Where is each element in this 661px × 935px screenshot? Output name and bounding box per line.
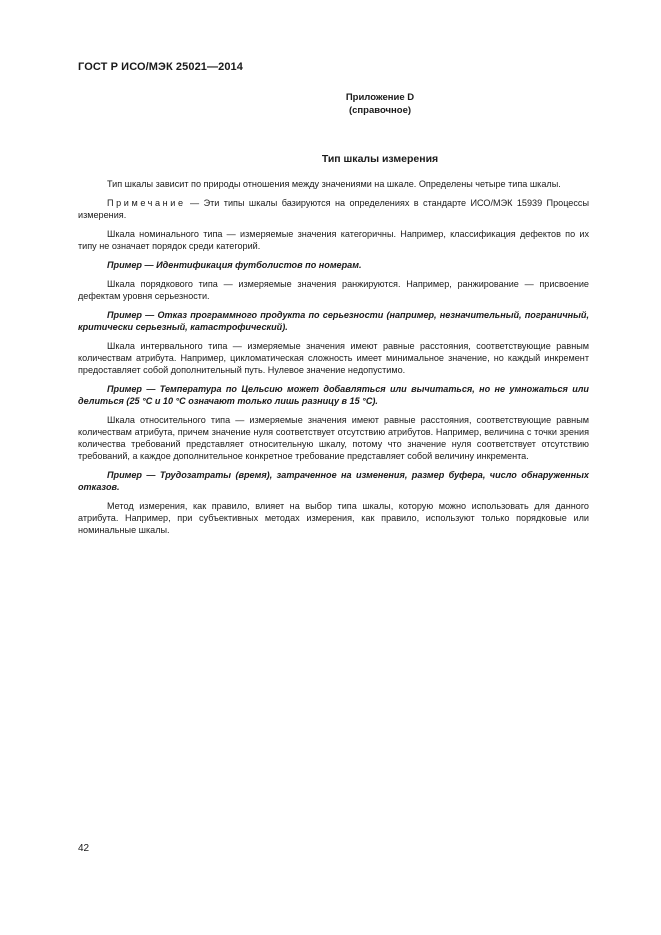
note-label: Примечание <box>107 198 186 208</box>
section-title: Тип шкалы измерения <box>321 153 439 165</box>
paragraph-ordinal-scale: Шкала порядкового типа — измеряемые значения ранжируются. Например, ранжирование — присвоение дефектам уровня серьезности. <box>78 279 589 301</box>
example-ratio: Пример — Трудозатраты (время), затраченное на изменения, размер буфера, число обнаруженных отказов. <box>78 470 589 492</box>
note-paragraph <box>78 197 589 221</box>
page-number: 42 <box>78 843 90 854</box>
document-body <box>78 178 589 543</box>
standard-header: ГОСТ Р ИСО/МЭК 25021—2014 <box>78 61 243 73</box>
annex-kind: (справочное) <box>348 104 412 116</box>
annex-heading <box>200 92 560 117</box>
example-interval: Пример — Температура по Цельсию может добавляться или вычитаться, но не умножаться или делиться (25 °С и 10 °С означают только лишь разницу в 15 °С). <box>78 384 589 406</box>
note-text: — Эти типы шкалы базируются на определениях в стандарте ИСО/МЭК 15939 Процессы измерения. <box>78 198 589 220</box>
paragraph-ratio-scale: Шкала относительного типа — измеряемые значения имеют равные расстояния, соответствующие равным количествам атрибута, причем значение нуля соответствует отсутствию атрибутов. Например, величина с точки зрения количества требований представляет относительную шкалу, потому что значение нуля соответствует отсутствию требований, а каждое дополнительное конкретное требование представляет собой величину инкремента. <box>78 415 589 461</box>
example-ordinal: Пример — Отказ программного продукта по серьезности (например, незначительный, пограничный, критически серьезный, катастрофический). <box>78 310 589 332</box>
annex-title: Приложение D <box>345 92 415 103</box>
paragraph-measurement-method: Метод измерения, как правило, влияет на выбор типа шкалы, которую можно использовать для данного атрибута. Например, при субъективных методах измерения, как правило, используют только порядковые или номинальные шкалы. <box>78 501 589 535</box>
paragraph-interval-scale: Шкала интервального типа — измеряемые значения имеют равные расстояния, соответствующие равным количествам атрибута. Например, цикломатическая сложность имеет минимальное значение, но каждый инкремент предоставляет собой дополнительный путь. Нулевое значение недопустимо. <box>78 341 589 375</box>
paragraph-nominal-scale: Шкала номинального типа — измеряемые значения категоричны. Например, классификация дефектов по их типу не означает порядок среди категорий. <box>78 229 589 251</box>
paragraph-scale-types: Тип шкалы зависит по природы отношения между значениями на шкале. Определены четыре типа шкалы. <box>107 179 561 189</box>
example-nominal: Пример — Идентификация футболистов по номерам. <box>107 260 362 270</box>
